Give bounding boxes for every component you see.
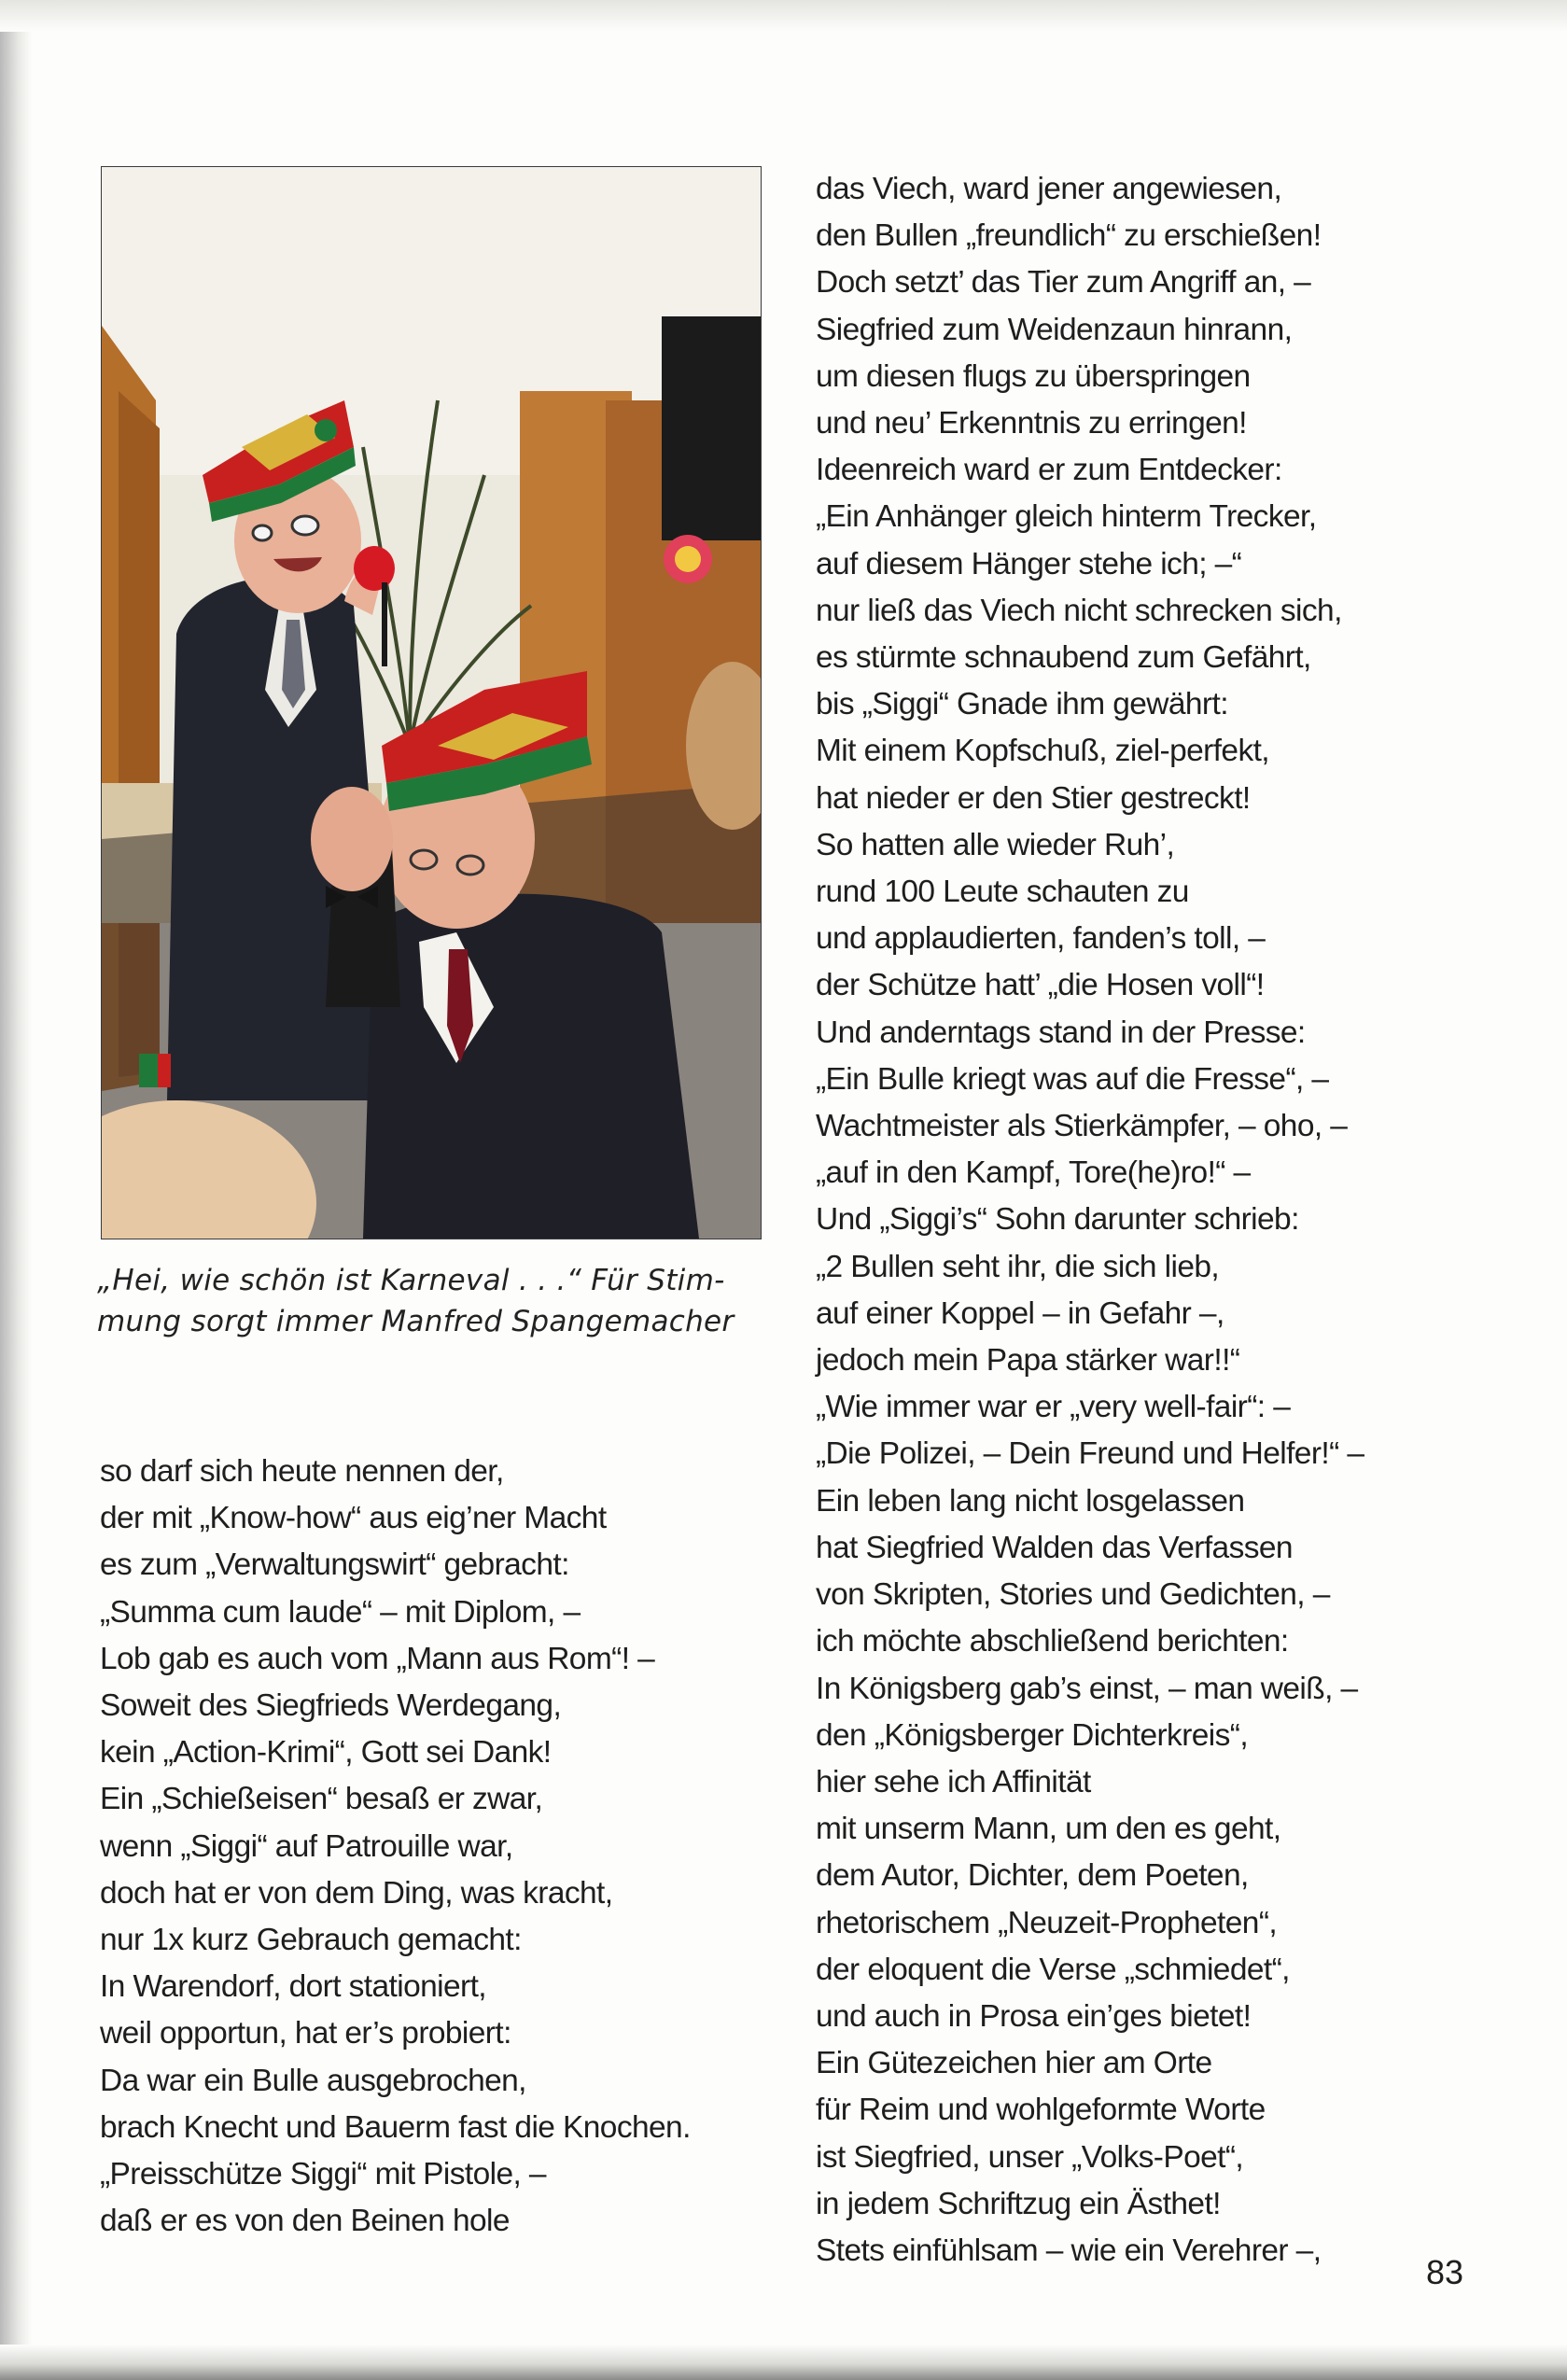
poem-line: wenn „Siggi“ auf Patrouille war, — [100, 1828, 513, 1864]
poem-line: kein „Action-Krimi“, Gott sei Dank! — [100, 1735, 552, 1771]
poem-line: In Warendorf, dort stationiert, — [100, 1969, 486, 2005]
poem-line: es stürmte schnaubend zum Gefährt, — [816, 640, 1311, 676]
poem-line: hat nieder er den Stier gestreckt! — [816, 780, 1251, 816]
poem-line: Und „Siggi’s“ Sohn darunter schrieb: — [816, 1202, 1299, 1238]
poem-line: „Summa cum laude“ – mit Diplom, – — [100, 1594, 581, 1630]
poem-line: Da war ein Bulle ausgebrochen, — [100, 2063, 526, 2098]
poem-line: um diesen flugs zu überspringen — [816, 358, 1251, 394]
poem-line: doch hat er von dem Ding, was kracht, — [100, 1875, 613, 1911]
poem-line: Doch setzt’ das Tier zum Angriff an, – — [816, 265, 1311, 301]
poem-line: „Wie immer war er „very well-fair“: – — [816, 1390, 1291, 1425]
poem-line: es zum „Verwaltungswirt“ gebracht: — [100, 1547, 569, 1583]
poem-line: In Königsberg gab’s einst, – man weiß, – — [816, 1671, 1358, 1706]
poem-line: Stets einfühlsam – wie ein Verehrer –, — [816, 2233, 1322, 2268]
poem-line: „Ein Anhänger gleich hinterm Trecker, — [816, 499, 1317, 535]
poem-line: der eloquent die Verse „schmiedet“, — [816, 1952, 1290, 1987]
poem-column-left — [100, 1449, 691, 2245]
poem-line: hat Siegfried Walden das Verfassen — [816, 1530, 1293, 1565]
poem-line: „auf in den Kampf, Tore(he)ro!“ – — [816, 1155, 1251, 1191]
poem-line: Siegfried zum Weidenzaun hinrann, — [816, 312, 1293, 347]
poem-line: von Skripten, Stories und Gedichten, – — [816, 1577, 1330, 1613]
page-bottom-edge — [0, 2345, 1567, 2380]
poem-line: rund 100 Leute schauten zu — [816, 875, 1189, 910]
poem-line: und auch in Prosa ein’ges bietet! — [816, 1998, 1252, 2034]
poem-line: Und anderntags stand in der Presse: — [816, 1015, 1306, 1050]
poem-line: Mit einem Kopfschuß, ziel-perfekt, — [816, 734, 1270, 769]
poem-line: der mit „Know-how“ aus eig’ner Macht — [100, 1501, 607, 1536]
poem-line: Wachtmeister als Stierkämpfer, – oho, – — [816, 1109, 1348, 1144]
poem-line: in jedem Schriftzug ein Ästhet! — [816, 2186, 1221, 2221]
poem-line: Ein leben lang nicht losgelassen — [816, 1483, 1245, 1519]
poem-line: nur ließ das Viech nicht schrecken sich, — [816, 593, 1342, 628]
poem-line: auf diesem Hänger stehe ich; –“ — [816, 546, 1242, 581]
poem-column-right — [816, 166, 1364, 2275]
poem-line: den „Königsberger Dichterkreis“, — [816, 1717, 1249, 1753]
poem-line: Ein „Schießeisen“ besaß er zwar, — [100, 1782, 543, 1817]
photo-caption — [97, 1260, 762, 1342]
poem-line: und applaudierten, fanden’s toll, – — [816, 921, 1266, 957]
poem-line: ich möchte abschließend berichten: — [816, 1624, 1289, 1659]
poem-line: nur 1x kurz Gebrauch gemacht: — [100, 1923, 522, 1958]
poem-line: Ideenreich ward er zum Entdecker: — [816, 453, 1282, 488]
poem-line: rhetorischem „Neuzeit-Propheten“, — [816, 1905, 1278, 1940]
poem-line: „Preisschütze Siggi“ mit Pistole, – — [100, 2157, 546, 2192]
poem-line: So hatten alle wieder Ruh’, — [816, 827, 1175, 862]
poem-line: der Schütze hatt’ „die Hosen voll“! — [816, 968, 1265, 1003]
poem-line: Ein Gütezeichen hier am Orte — [816, 2046, 1212, 2081]
poem-line: „2 Bullen seht ihr, die sich lieb, — [816, 1249, 1220, 1284]
poem-line: jedoch mein Papa stärker war!!“ — [816, 1343, 1240, 1379]
carnival-photo-illustration — [102, 167, 761, 1239]
poem-line: weil opportun, hat er’s probiert: — [100, 2016, 511, 2051]
binding-gutter-shadow — [0, 0, 32, 2380]
photo-caption-line: mung sorgt immer Manfred Spangemacher — [97, 1305, 735, 1338]
poem-line: für Reim und wohlgeformte Worte — [816, 2093, 1266, 2128]
photo-caption-line: „Hei, wie schön ist Karneval . . .“ Für Stim- — [97, 1264, 725, 1297]
poem-line: Lob gab es auch vom „Mann aus Rom“! – — [100, 1641, 655, 1676]
page-number: 83 — [1426, 2253, 1464, 2291]
poem-line: und neu’ Erkenntnis zu erringen! — [816, 406, 1247, 441]
poem-line: dem Autor, Dichter, dem Poeten, — [816, 1858, 1249, 1894]
poem-line: „Die Polizei, – Dein Freund und Helfer!“ – — [816, 1436, 1364, 1472]
poem-line: „Ein Bulle kriegt was auf die Fresse“, – — [816, 1061, 1329, 1097]
poem-line: das Viech, ward jener angewiesen, — [816, 172, 1282, 206]
page-top-shadow — [0, 0, 1567, 32]
poem-line: mit unserm Mann, um den es geht, — [816, 1812, 1281, 1847]
poem-line: auf einer Koppel – in Gefahr –, — [816, 1295, 1224, 1331]
poem-line: bis „Siggi“ Gnade ihm gewährt: — [816, 687, 1228, 722]
poem-line: so darf sich heute nennen der, — [100, 1454, 504, 1489]
poem-line: daß er es von den Beinen hole — [100, 2204, 510, 2239]
poem-line: ist Siegfried, unser „Volks-Poet“, — [816, 2139, 1244, 2175]
poem-line: Soweit des Siegfrieds Werdegang, — [100, 1688, 562, 1724]
poem-line: den Bullen „freundlich“ zu erschießen! — [816, 218, 1322, 254]
poem-line: brach Knecht und Bauerm fast die Knochen. — [100, 2109, 691, 2145]
poem-line: hier sehe ich Affinität — [816, 1764, 1091, 1799]
carnival-photo — [101, 166, 762, 1239]
